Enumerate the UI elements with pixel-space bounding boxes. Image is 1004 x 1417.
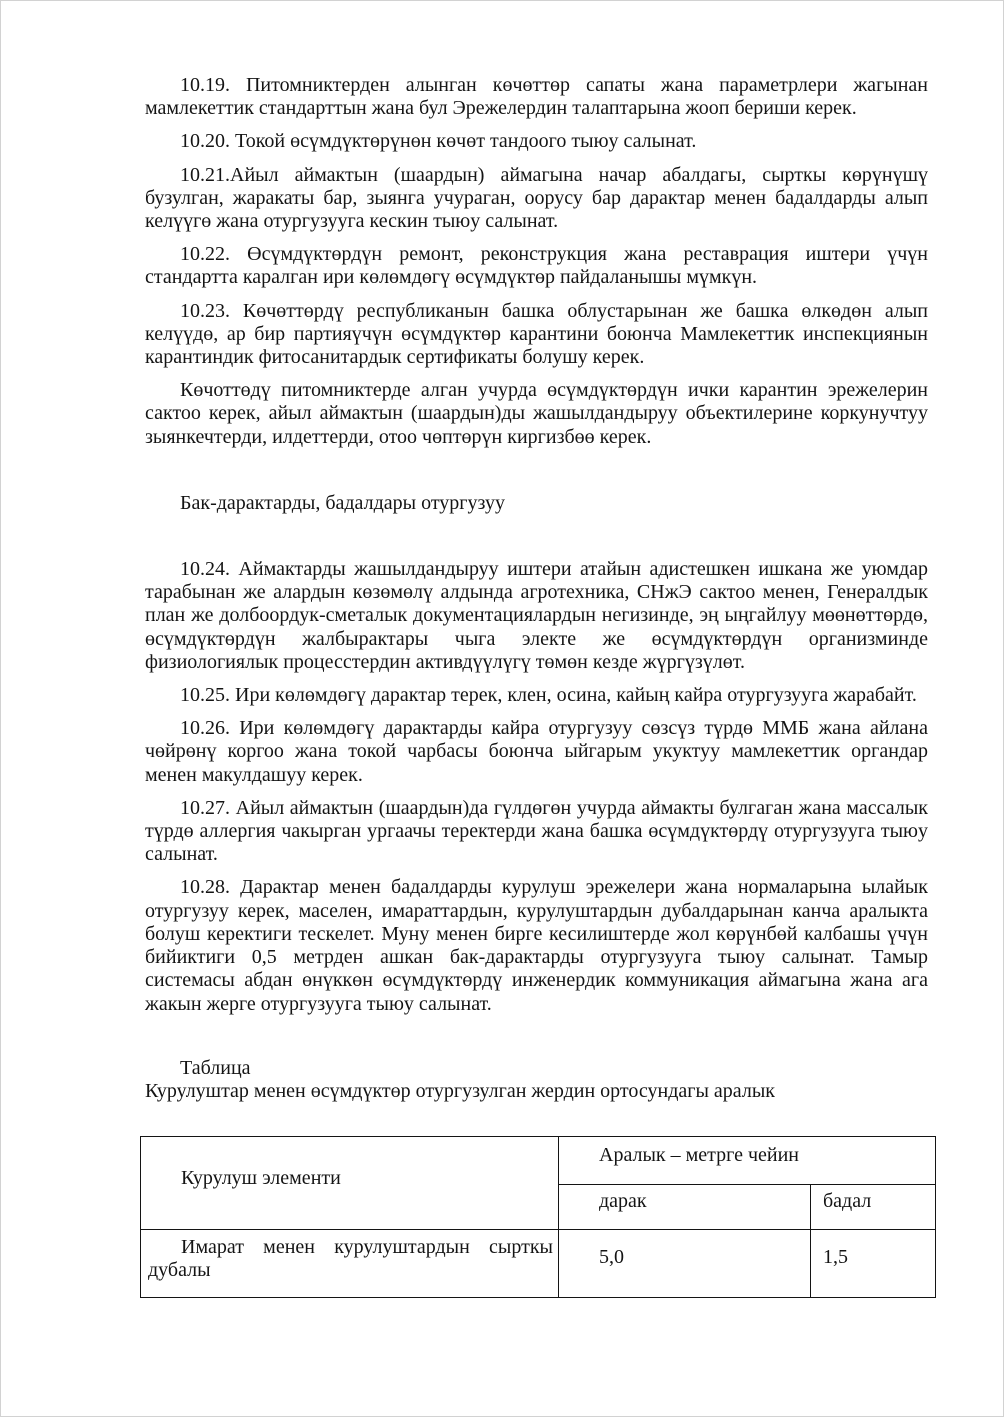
clause-10-23: 10.23. Көчөттөрдү республиканын башка облустарынан же башка өлкөдөн алып келүүдө, ар бир партияүчүн өсүмдүктөр карантини боюнча Мамлекеттик инспекциянын карантиндик фитосанитардык сертификаты болушу керек. [145, 299, 928, 369]
clause-10-28: 10.28. Дарактар менен бадалдарды курулуш эрежелери жана нормаларына ылайык отургузуу керек, маселен, имараттардын, курулуштардын дубалдарынан канча аралыкта болуш керектиги тескелет. Муну менен бирге кесилиштерде жол көрүнбөй калбашы үчүн бийиктиги 0,5 метрден ашкан бак-дарактарды отургузууга тыюу салынат. Тамыр системасы абдан өнүккөн өсүмдүктөрдү инженердик коммуникация аймагына жана ага жакын жерге отургузууга тыюу салынат. [145, 876, 928, 1015]
document-body [145, 74, 928, 1298]
clause-10-23-continued: Көчоттөдү питомниктерде алган учурда өсүмдүктөрдүн ички карантин эрежелерин сактоо керек, айыл аймактын (шаардын)ды жашылдандыруу объектилерине коркунучтуу зыянкечтерди, илдеттерди, отоо чөптөрүн киргизбөө керек. [145, 379, 928, 448]
header-cell-tree: дарак [559, 1185, 811, 1230]
table-row [141, 1230, 936, 1298]
section-heading: Бак-дарактарды, бадалдары отургузуу [180, 491, 505, 514]
clause-10-20: 10.20. Токой өсүмдүктөрүнөн көчөт тандоого тыюу салынат. [180, 130, 697, 153]
table-title: Курулуштар менен өсүмдүктөр отургузулган жердин ортосундагы аралык [145, 1079, 775, 1102]
table-label: Таблица [180, 1056, 251, 1079]
clause-10-24: 10.24. Аймактарды жашылдандыруу иштери атайын адистешкен ишкана же уюмдар тарабынан же алардын көзөмөлү алдында агротехника, СНжЭ сактоо менен, Генералдык план же долбоордук-сметалык документациялардын негизинде, эң ыңгайлуу мөөнөттөрдө, өсүмдүктөрдүн жалбырактары чыга электе же өсүмдүктөрдүн организминде физиологиялык процесстердин активдүүлүгү төмөн кезде жүргүзүлөт. [145, 558, 928, 673]
header-cell-shrub: бадал [811, 1185, 936, 1230]
clause-10-27: 10.27. Айыл аймактын (шаардын)да гүлдөгөн учурда аймакты булгаган жана массалык түрдө аллергия чакырган ургаачы теректерди жана башка өсүмдүктөрдү отургузууга тыюу салынат. [145, 796, 928, 866]
clause-10-26: 10.26. Ири көлөмдөгү дарактарды кайра отургузуу сөзсүз түрдө ММБ жана айлана чөйрөнү коргоо жана токой чарбасы боюнча ыйгарым укуктуу мамлекеттик органдар менен макулдашуу керек. [145, 717, 928, 786]
cell-shrub-distance: 1,5 [811, 1230, 936, 1298]
clause-10-21: 10.21.Айыл аймактын (шаардын) аймагына начар абалдагы, сырткы көрүнүшү бузулган, жаракаты бар, зыянга учураган, оорусу бар дарактар менен бадалдарды алып келүүгө жана отургузууга кескин тыюу салынат. [145, 163, 928, 233]
distance-table [140, 1136, 936, 1298]
clause-10-19: 10.19. Питомниктерден алынган көчөттөр сапаты жана параметрлери жагынан мамлекеттик стандарттын жана бул Эрежелердин талаптарына жооп бериши керек. [145, 74, 928, 120]
cell-construction-element: Имарат менен курулуштардын сырткы дубалы [141, 1230, 559, 1298]
table-header-row [141, 1137, 936, 1185]
header-cell-distance: Аралык – метрге чейин [559, 1137, 936, 1185]
header-cell-construction-element: Курулуш элементи [141, 1137, 559, 1230]
cell-tree-distance: 5,0 [559, 1230, 811, 1298]
clause-10-22: 10.22. Өсүмдүктөрдүн ремонт, реконструкция жана реставрация иштери үчүн стандартта каралган ири көлөмдөгү өсүмдүктөр пайдаланышы мүмкүн. [145, 243, 928, 289]
clause-10-25: 10.25. Ири көлөмдөгү дарактар терек, клен, осина, кайың кайра отургузууга жарабайт. [180, 684, 917, 707]
